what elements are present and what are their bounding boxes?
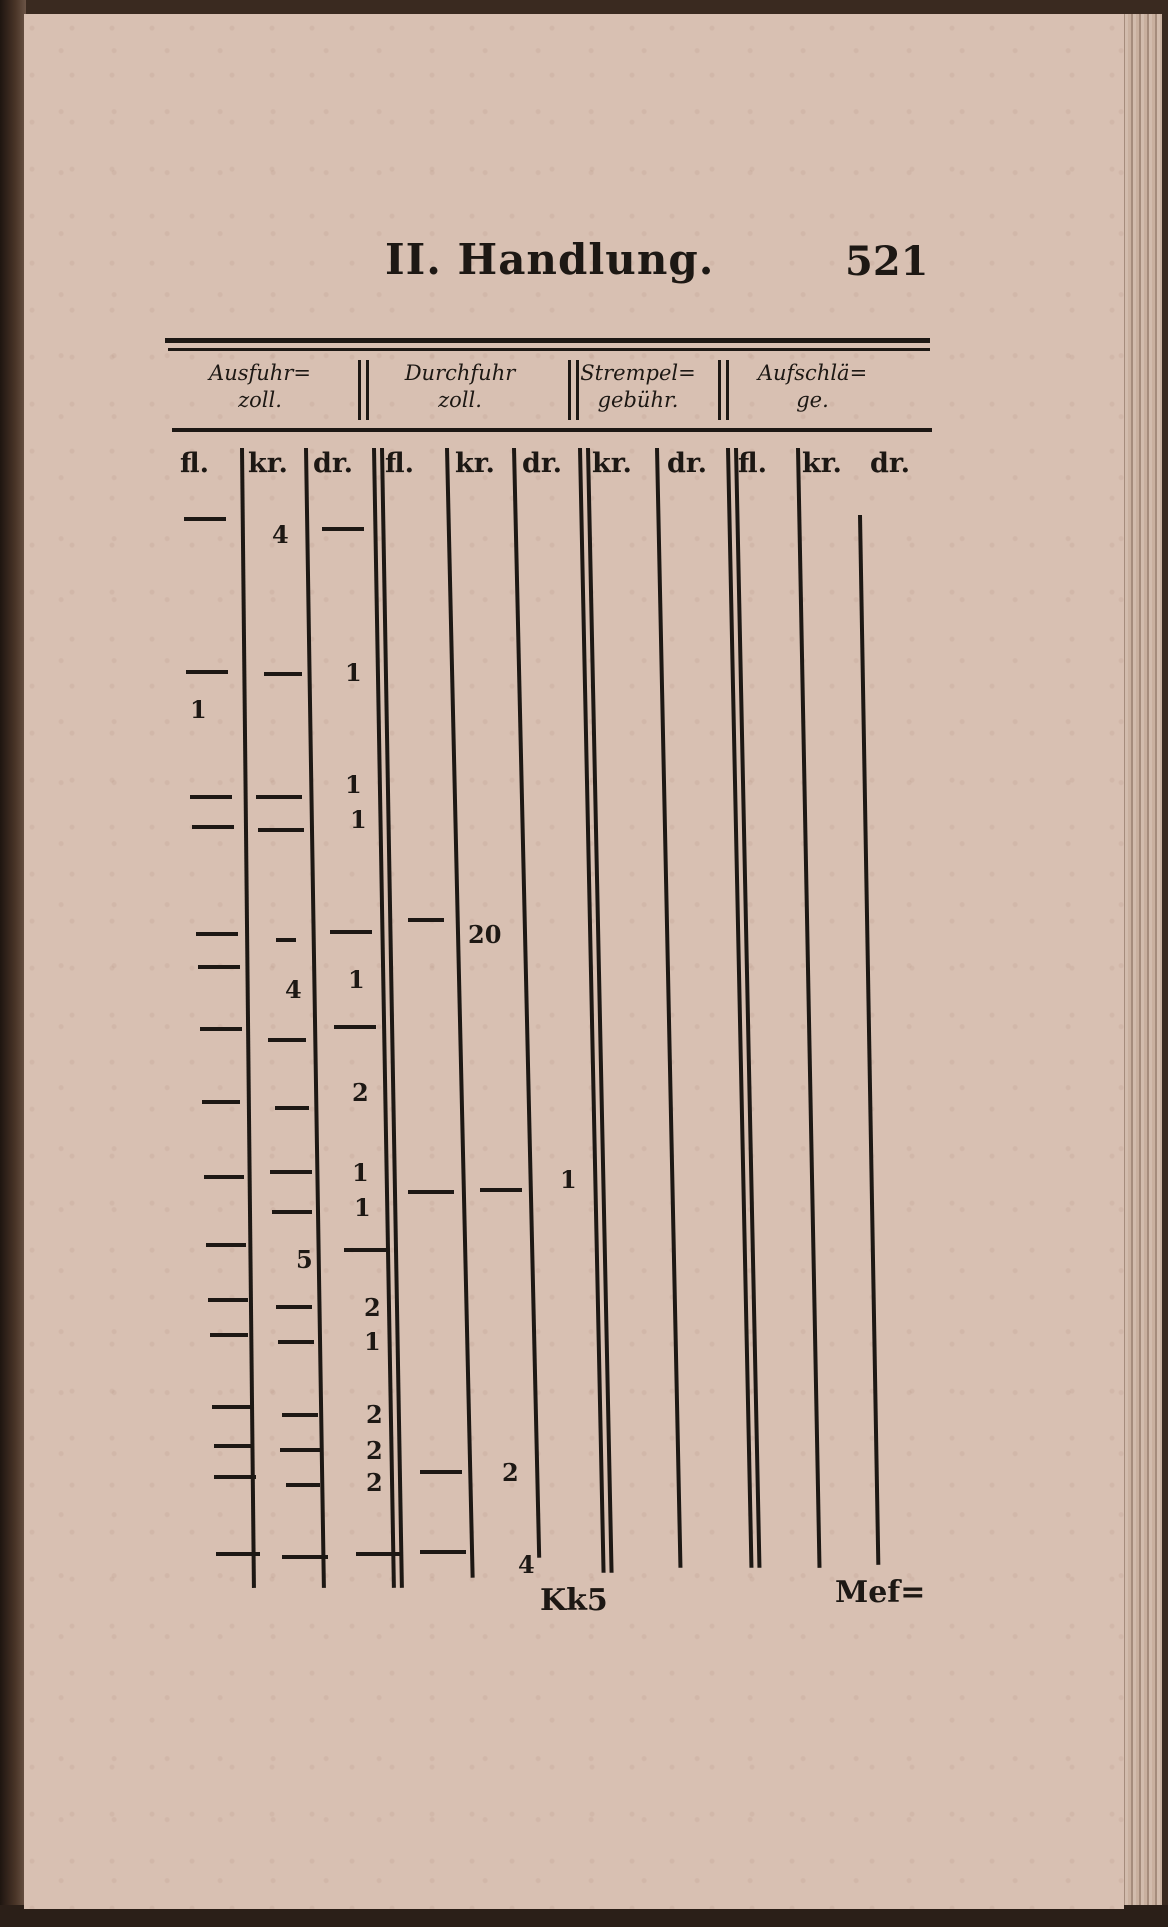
group-header-line2: zoll. bbox=[438, 388, 482, 412]
nil-dash bbox=[334, 1025, 376, 1029]
header-separator bbox=[366, 360, 369, 420]
group-header-line1: Strempel= bbox=[580, 361, 696, 385]
nil-dash bbox=[208, 1298, 248, 1302]
table-value: 1 bbox=[345, 658, 362, 687]
nil-dash bbox=[356, 1552, 400, 1556]
header-separator bbox=[358, 360, 361, 420]
unit-header: dr. bbox=[313, 448, 354, 479]
table-value: 2 bbox=[366, 1468, 383, 1497]
nil-dash bbox=[204, 1175, 244, 1179]
nil-dash bbox=[202, 1100, 240, 1104]
nil-dash bbox=[408, 918, 444, 922]
group-header-line2: gebühr. bbox=[597, 388, 679, 412]
table-value: 2 bbox=[502, 1458, 519, 1487]
table-value: 2 bbox=[366, 1436, 383, 1465]
signature-mark: Kk5 bbox=[540, 1583, 608, 1618]
nil-dash bbox=[210, 1333, 248, 1337]
page-number: 521 bbox=[845, 238, 929, 285]
nil-dash bbox=[275, 1106, 309, 1110]
header-separator bbox=[568, 360, 571, 420]
unit-header: dr. bbox=[667, 448, 708, 479]
nil-dash bbox=[186, 670, 228, 674]
table-value: 1 bbox=[190, 695, 207, 724]
table-value: 2 bbox=[352, 1078, 369, 1107]
group-header-line1: Durchfuhr bbox=[404, 361, 516, 385]
nil-dash bbox=[286, 1483, 320, 1487]
nil-dash bbox=[278, 1340, 314, 1344]
table-value: 1 bbox=[345, 770, 362, 799]
table-top-rule bbox=[165, 338, 930, 343]
table-value: 5 bbox=[296, 1245, 313, 1274]
table-value: 1 bbox=[352, 1158, 369, 1187]
nil-dash bbox=[330, 930, 372, 934]
table-value: 1 bbox=[560, 1165, 577, 1194]
nil-dash bbox=[214, 1475, 256, 1479]
catchword: Mef= bbox=[835, 1575, 926, 1610]
header-bottom-rule bbox=[172, 428, 932, 432]
nil-dash bbox=[200, 1027, 242, 1031]
group-header-line2: ge. bbox=[796, 388, 829, 412]
group-header-line1: Ausfuhr= bbox=[209, 361, 311, 385]
unit-header: dr. bbox=[870, 448, 911, 479]
nil-dash bbox=[206, 1243, 246, 1247]
table-value: 4 bbox=[518, 1550, 535, 1579]
table-top-rule-2 bbox=[168, 348, 930, 351]
nil-dash bbox=[192, 825, 234, 829]
table-value: 20 bbox=[468, 920, 502, 949]
nil-dash bbox=[276, 938, 296, 942]
nil-dash bbox=[196, 932, 238, 936]
nil-dash bbox=[420, 1470, 462, 1474]
nil-dash bbox=[322, 527, 364, 531]
book-spine bbox=[0, 0, 26, 1927]
table-value: 2 bbox=[364, 1293, 381, 1322]
unit-header: kr. bbox=[248, 448, 288, 479]
nil-dash bbox=[268, 1038, 306, 1042]
book-page bbox=[24, 14, 1124, 1909]
group-header-line2: zoll. bbox=[238, 388, 282, 412]
group-header-strempelgebuehr bbox=[578, 360, 698, 414]
group-header-durchfuhrzoll bbox=[380, 360, 540, 414]
table-value: 1 bbox=[364, 1327, 381, 1356]
nil-dash bbox=[408, 1190, 454, 1194]
nil-dash bbox=[276, 1305, 312, 1309]
nil-dash bbox=[480, 1188, 522, 1192]
unit-header: kr. bbox=[592, 448, 632, 479]
table-value: 1 bbox=[354, 1193, 371, 1222]
header-separator bbox=[726, 360, 729, 420]
group-header-ausfuhrzoll bbox=[185, 360, 335, 414]
nil-dash bbox=[212, 1405, 252, 1409]
table-value: 1 bbox=[350, 805, 367, 834]
nil-dash bbox=[282, 1413, 318, 1417]
nil-dash bbox=[420, 1550, 466, 1554]
unit-header: fl. bbox=[180, 448, 210, 479]
table-value: 4 bbox=[272, 520, 289, 549]
table-value: 1 bbox=[348, 965, 365, 994]
unit-header: kr. bbox=[455, 448, 495, 479]
group-header-line1: Aufschlä= bbox=[757, 361, 868, 385]
nil-dash bbox=[216, 1552, 260, 1556]
unit-header: kr. bbox=[802, 448, 842, 479]
nil-dash bbox=[214, 1444, 254, 1448]
nil-dash bbox=[190, 795, 232, 799]
running-title: II. Handlung. bbox=[385, 235, 715, 284]
table-value: 4 bbox=[285, 975, 302, 1004]
nil-dash bbox=[280, 1448, 320, 1452]
header-separator bbox=[718, 360, 721, 420]
nil-dash bbox=[264, 672, 302, 676]
unit-header: fl. bbox=[385, 448, 415, 479]
table-value: 2 bbox=[366, 1400, 383, 1429]
header-separator bbox=[576, 360, 579, 420]
nil-dash bbox=[282, 1555, 328, 1559]
nil-dash bbox=[344, 1248, 386, 1252]
nil-dash bbox=[272, 1210, 312, 1214]
nil-dash bbox=[184, 517, 226, 521]
unit-header: dr. bbox=[522, 448, 563, 479]
group-header-aufschlaege bbox=[735, 360, 890, 414]
unit-header: fl. bbox=[738, 448, 768, 479]
nil-dash bbox=[198, 965, 240, 969]
nil-dash bbox=[256, 795, 302, 799]
nil-dash bbox=[270, 1170, 312, 1174]
nil-dash bbox=[258, 828, 304, 832]
